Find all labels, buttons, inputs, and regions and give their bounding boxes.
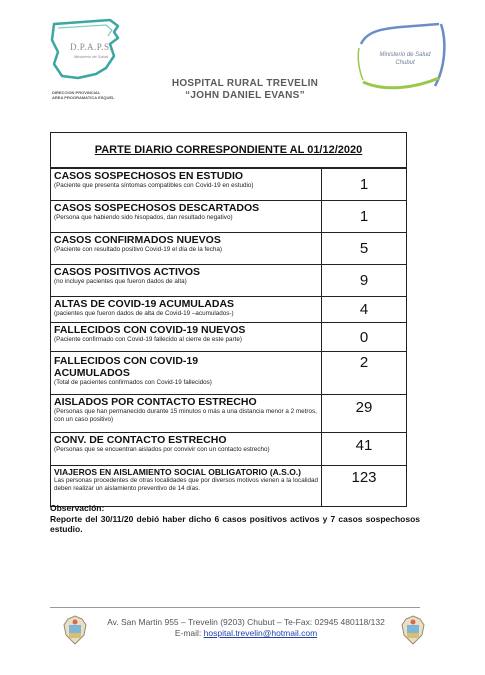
row-note: (pacientes que fueron dados de alta de Covid-19 –acumulados-) (54, 310, 234, 317)
table-row (51, 232, 406, 264)
hospital-name: HOSPITAL RURAL TREVELIN (171, 78, 319, 89)
ministerio-line1: Ministerio de Salud (379, 52, 431, 58)
footer-contact (86, 617, 406, 639)
row-note: (Persona que habiendo sido hisopados, dan resultado negativo) (54, 214, 233, 221)
row-note: (Personas que han permanecido durante 15 minutos o más a una distancia menor a 2 metros, con un caso positivo) (54, 408, 317, 423)
daily-report-table (50, 132, 407, 507)
hospital-header (130, 78, 360, 102)
ministerio-line2: Chubut (395, 60, 415, 66)
row-note: (Total de pacientes confirmados con Covid-19 fallecidos) (54, 379, 212, 386)
table-row (51, 394, 406, 432)
logo-left-org (52, 90, 115, 100)
row-value: 41 (355, 437, 373, 454)
row-value: 5 (359, 240, 369, 257)
footer-address: Av. San Martin 955 – Trevelin (9203) Chubut – Te-Fax: 02945 480118/132 (107, 617, 385, 627)
table-row (51, 200, 406, 232)
email-link[interactable]: hospital.trevelin@hotmail.com (203, 628, 318, 638)
row-label-cell (51, 169, 322, 200)
row-label: ALTAS DE COVID-19 ACUMULADAS (54, 298, 235, 310)
row-label: FALLECIDOS CON COVID-19 ACUMULADOS (54, 355, 199, 379)
row-label-cell (51, 201, 322, 232)
row-value: 1 (359, 208, 369, 225)
row-note: (no incluye pacientes que fueron dados de alta) (54, 278, 187, 285)
footer-email-line (86, 628, 406, 639)
org-line1: DIRECCION PROVINCIAL (52, 90, 101, 95)
observation (50, 503, 420, 535)
email-label: E-mail: (174, 628, 202, 638)
row-value: 0 (359, 328, 369, 346)
row-label: CASOS SOSPECHOSOS EN ESTUDIO (54, 170, 244, 182)
dpaps-logo (48, 16, 126, 100)
hospital-subname: “JOHN DANIEL EVANS” (185, 90, 305, 101)
crest-icon (62, 615, 88, 645)
table-row (51, 168, 406, 200)
table-row (51, 465, 406, 506)
row-label: FALLECIDOS CON COVID-19 NUEVOS (54, 324, 246, 336)
row-label: CASOS SOSPECHOSOS DESCARTADOS (54, 202, 260, 214)
row-label-cell (51, 433, 322, 465)
table-row (51, 296, 406, 322)
row-value: 2 (359, 354, 369, 371)
row-label-cell (51, 265, 322, 296)
observation-text: Reporte del 30/11/20 debió haber dicho 6 casos positivos activos y 7 casos sospechosos estudio. (50, 513, 420, 534)
row-label: CASOS CONFIRMADOS NUEVOS (54, 234, 221, 246)
table-row (51, 351, 406, 394)
chubut-map-icon (48, 16, 126, 88)
row-note: (Paciente que presenta síntomas compatibles con Covid-19 en estudio) (54, 182, 254, 189)
crest-icon (400, 615, 426, 645)
row-label-cell (51, 233, 322, 264)
row-note: (Paciente confirmado con Covid-19 fallecido al cierre de este parte) (54, 336, 242, 343)
logo-left-name: D.P.A.P.S. (70, 42, 113, 52)
row-label: AISLADOS POR CONTACTO ESTRECHO (54, 396, 257, 408)
row-note: (Paciente con resultado positivo Covid-19 el día de la fecha) (54, 246, 223, 253)
row-label: CONV. DE CONTACTO ESTRECHO (54, 434, 227, 446)
row-label-cell (51, 395, 322, 432)
footer-divider (50, 607, 420, 608)
row-note: Las personas procedentes de otras localidades que por diversos motivos vienen a la localidad deben realizar un aislamiento preventivo de 14 días. (54, 477, 318, 492)
row-label-cell (51, 297, 322, 322)
row-value: 4 (359, 301, 369, 318)
row-value: 9 (359, 272, 369, 289)
table-row (51, 432, 406, 465)
ministerio-salud-logo (355, 22, 447, 92)
observation-label: Observación: (50, 503, 105, 513)
row-label-cell (51, 352, 322, 394)
row-note: (Personas que se encuentran aislados por convivir con un contacto estrecho) (54, 446, 270, 453)
row-value: 123 (351, 469, 377, 486)
row-value: 1 (359, 176, 369, 193)
org-line2: AREA PROGRAMATICA ESQUEL (52, 95, 115, 100)
logo-left-sub: Ministerio de Salud (74, 54, 109, 59)
table-row (51, 322, 406, 351)
row-value: 29 (355, 399, 373, 416)
report-title: PARTE DIARIO CORRESPONDIENTE AL 01/12/2020 (51, 133, 406, 168)
row-label: CASOS POSITIVOS ACTIVOS (54, 266, 201, 278)
row-label: VIAJEROS EN AISLAMIENTO SOCIAL OBLIGATORIO (A.S.O.) (54, 467, 301, 477)
row-label-cell (51, 466, 322, 506)
table-row (51, 264, 406, 296)
row-label-cell (51, 323, 322, 351)
